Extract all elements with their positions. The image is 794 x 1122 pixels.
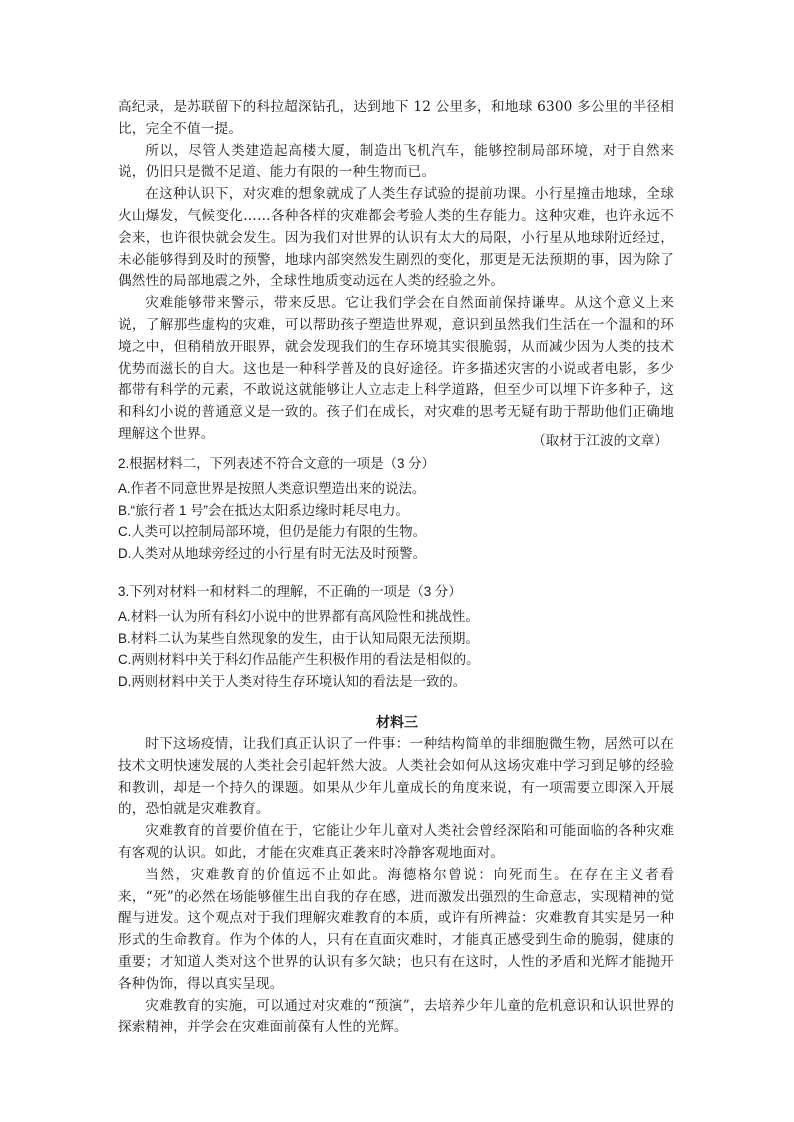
option-a: A.材料一认为所有科幻小说中的世界都有高风险性和挑战性。 <box>118 609 479 624</box>
paragraph: 当然，灾难教育的价值远不止如此。海德格尔曾说：向死而生。在存在主义者看来，“死”的必然在场能够催生出自我的存在感，进而激发出强烈的生命意志，实现精神的觉醒与迸发。这个观点对于我们理解灾难教育的本质，或许有所裨益：灾难教育其实是另一种形式的生命教育。作为个体的人，只有在直面灾难时，才能真正感受到生命的脆弱，健康的重要；才知道人类对这个世界的认识有多欠缺；也只有在这时，人性的矛盾和光辉才能抛开各种伪饰，得以真实呈现。 <box>118 866 674 992</box>
option-c: C.人类可以控制局部环境，但仍是能力有限的生物。 <box>118 524 426 540</box>
paragraph: 灾难能够带来警示，带来反思。它让我们学会在自然面前保持谦卑。从这个意义上来说，了解那些虚构的灾难，可以帮助孩子塑造世界观，意识到虽然我们生活在一个温和的环境之中，但稍稍放开眼界，就会发现我们的生存环境其实很脆弱，从而减少因为人类的技术优势而滋长的自大。这也是一种科学普及的良好途径。许多描述灾害的小说或者电影，多少都带有科学的元素，不敢说这就能够让人立志走上科学道路，但至少可以埋下许多种子，这和科幻小说的普通意义是一致的。孩子们在成长，对灾难的思考无疑有助于帮助他们正确地理解这个世界。 <box>118 295 674 442</box>
paragraph: 灾难教育的实施，可以通过对灾难的“预演”，去培养少年儿童的危机意识和认识世界的探索精神，并学会在灾难面前葆有人性的光辉。 <box>118 997 674 1036</box>
option-d: D.两则材料中关于人类对待生存环境认知的看法是一致的。 <box>118 673 467 689</box>
option-d: D.人类对从地球旁经过的小行星有时无法及时预警。 <box>118 545 426 561</box>
paragraph: 在这种认识下，对灾难的想象就成了人类生存试验的提前功课。小行星撞击地球，全球火山爆发，气候变化……各种各样的灾难都会考验人类的生存能力。这种灾难，也许永远不会来，也许很快就会发生。因为我们对世界的认识有太大的局限，小行星从地球附近经过，未必能够得到及时的预警，地球内部突然发生剧烈的变化，那更是无法预期的事，因为除了偶然性的局部地震之外，全球性地质变动远在人类的经验之外。 <box>118 186 674 290</box>
option-a: A.作者不同意世界是按照人类意识塑造出来的说法。 <box>118 481 426 496</box>
paragraph: 高纪录，是苏联留下的科拉超深钻孔，达到地下 12 公里多，和地球 6300 多公里的半径相比，完全不值一提。 <box>118 99 674 137</box>
question-3 <box>118 582 678 692</box>
option-b: B.材料二认为某些自然现象的发生，由于认知局限无法预期。 <box>118 630 479 646</box>
option-b: B.“旅行者 1 号”会在抵达太阳系边缘时耗尽电力。 <box>118 502 409 518</box>
paragraph: 灾难教育的首要价值在于，它能让少年儿童对人类社会曾经深陷和可能面临的各种灾难有客观的认识。如此，才能在灾难真正袭来时冷静客观地面对。 <box>118 823 674 861</box>
material-three-text <box>118 734 674 1039</box>
question-stem: 3.下列对材料一和材料二的理解，不正确的一项是（3 分） <box>118 584 462 599</box>
paragraph: 所以，尽管人类建造起高楼大厦，制造出飞机汽车，能够控制局部环境，对于自然来说，仍旧只是微不足道、能力有限的一种生物而已。 <box>118 142 674 181</box>
paragraph: 时下这场疫情，让我们真正认识了一件事：一种结构简单的非细胞微生物，居然可以在技术文明快速发展的人类社会引起轩然大波。人类社会如何从这场灾难中学习到足够的经验和教训，却是一个持久的课题。如果从少年儿童成长的角度来说，有一项需要立即深入开展的，恐怕就是灾难教育。 <box>118 736 674 818</box>
source-citation: （取材于江波的文章） <box>532 433 668 449</box>
material-three-heading: 材料三 <box>376 714 418 730</box>
question-stem: 2.根据材料二，下列表述不符合文意的一项是（3 分） <box>118 456 435 471</box>
option-c: C.两则材料中关于科幻作品能产生积极作用的看法是相似的。 <box>118 652 480 668</box>
question-2 <box>118 454 678 564</box>
material-two-text <box>118 97 674 446</box>
